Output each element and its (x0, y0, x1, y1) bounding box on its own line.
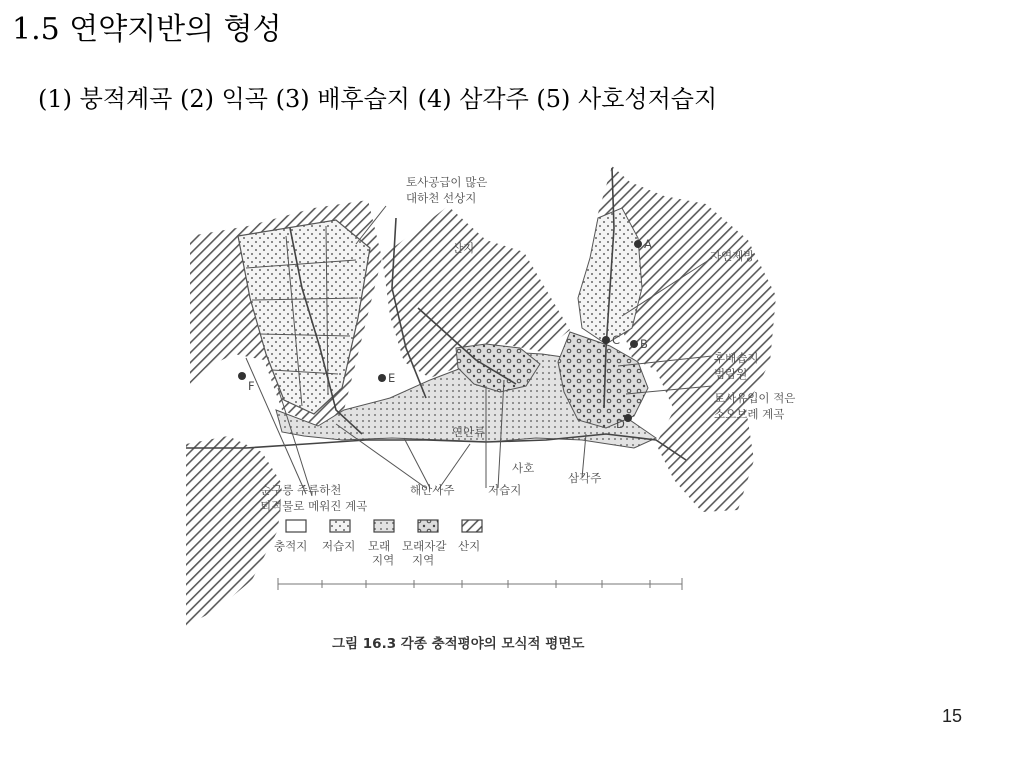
mountain-southwest (186, 436, 282, 626)
legend-label-gravel (402, 539, 450, 567)
label-back-marsh: 후배습지 (714, 351, 759, 365)
label-longshore-current: 연안류 (452, 425, 486, 439)
slide-subtitle: (1) 붕적계곡 (2) 익곡 (3) 배후습지 (4) 삼각주 (5) 사호성저습지 (38, 85, 718, 113)
label-natural-levee: 자연제방 (710, 249, 755, 263)
label-mountain: 산지 (452, 241, 475, 255)
marker-c: C (612, 333, 621, 347)
marker-b: B (640, 337, 648, 351)
label-drowned-valley-2: 소오브레 계곡 (714, 407, 785, 421)
label-delta: 삼각주 (568, 471, 602, 485)
figure-legend (274, 520, 482, 567)
alluvial-plain-map (186, 148, 826, 688)
marker-a: A (644, 237, 652, 251)
scale-bar (278, 578, 682, 590)
page-number: 15 (941, 706, 962, 726)
legend-swatch-sand (374, 520, 394, 532)
label-fan-delta: 토사공급이 많은 (406, 175, 488, 189)
alluvial-plain-figure (186, 148, 826, 688)
figure-caption: 그림 16.3 각종 충적평야의 모식적 평면도 (332, 636, 585, 652)
label-colluvial-valley-2: 퇴적물로 메워진 계곡 (260, 499, 368, 513)
slide-title: 1.5 연약지반의 형성 (12, 12, 282, 47)
marker-f: F (248, 379, 255, 393)
marker-e: E (388, 371, 396, 385)
legend-label-sand (368, 539, 394, 567)
label-drowned-valley: 토사유입이 적은 (714, 391, 796, 405)
label-lagoon: 사호 (512, 461, 535, 475)
legend-label-mountain: 산지 (458, 539, 481, 553)
label-flood-plain: 범람원 (714, 367, 748, 381)
legend-label-alluvium: 충적지 (274, 539, 308, 553)
legend-swatch-gravel (418, 520, 438, 532)
legend-label-marsh: 저습지 (322, 539, 356, 553)
legend-swatch-dots (330, 520, 350, 532)
label-beach-ridge: 해안사주 (410, 483, 455, 497)
legend-label-sand-line: 모래 (368, 539, 391, 553)
label-fan-delta-2: 대하천 선상지 (406, 191, 477, 205)
legend-label-sand-line-2: 지역 (372, 553, 395, 567)
legend-label-gravel-line-2: 지역 (412, 553, 435, 567)
marker-d: D (616, 417, 625, 431)
label-marsh-2: 저습지 (488, 483, 522, 497)
legend-swatch-hatch (462, 520, 482, 532)
legend-label-gravel-line: 모래자갈 (402, 539, 447, 553)
legend-swatch-blank (286, 520, 306, 532)
label-colluvial-valley: 순구릉 주류하천 (260, 483, 342, 497)
